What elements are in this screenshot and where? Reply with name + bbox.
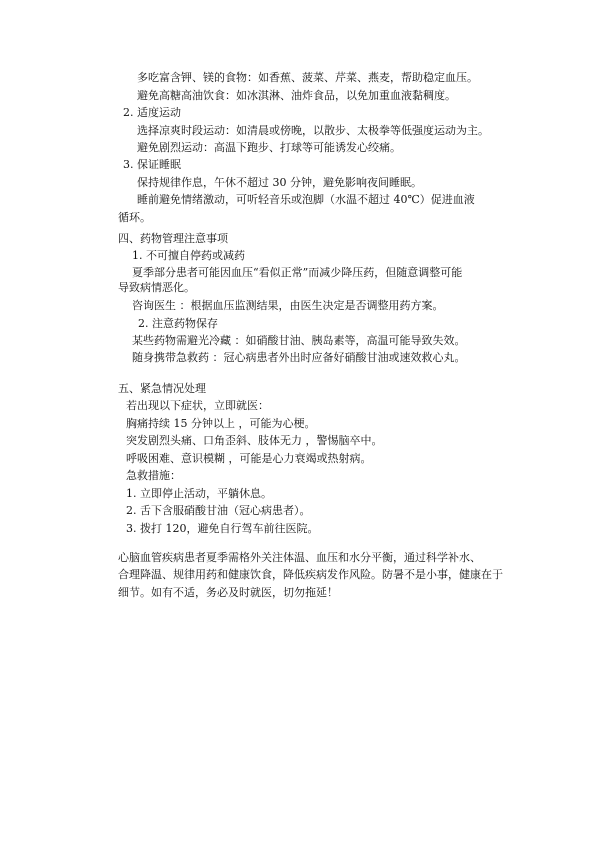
conclusion-line-1: 心脑血管疾病患者夏季需格外关注体温、血压和水分平衡，通过科学补水、 — [118, 551, 481, 564]
diet-potassium-line: 多吃富含钾、镁的食物：如香蕉、菠菜、芹菜、燕麦，帮助稳定血压。 — [137, 71, 478, 84]
consult-doctor-line: 咨询医生 ：根据血压监测结果，由医生决定是否调整用药方案。 — [132, 299, 444, 312]
first-aid-step-2: 2. 舌下含服硝酸甘油（冠心病患者）。 — [126, 504, 311, 517]
carry-emergency-drugs-line: 随身携带急救药 ：冠心病患者外出时应备好硝酸甘油或速效救心丸。 — [132, 351, 466, 364]
symptom-breathing: 呼吸困难、意识模糊 ，可能是心力衰竭或热射病。 — [126, 452, 372, 465]
sleep-bedtime-line: 睡前避免情绪激动，可听轻音乐或泡脚（水温不超过 40℃）促进血液 — [137, 193, 475, 206]
first-aid-step-3: 3. 拨打 120，避免自行驾车前往医院。 — [126, 522, 319, 535]
section-heading-medication: 四、药物管理注意事项 — [118, 232, 228, 245]
medication-paragraph-1a: 夏季部分患者可能因血压“看似正常”而减少降压药，但随意调整可能 — [132, 266, 463, 279]
list-item-no-stop-medication: 1. 不可擅自停药或减药 — [132, 249, 245, 262]
sleep-bedtime-line-cont: 循环。 — [118, 211, 151, 224]
first-aid-title: 急救措施： — [126, 469, 181, 482]
symptom-headache: 突发剧烈头痛、口角歪斜、肢体无力 ，警惕脑卒中。 — [126, 434, 383, 447]
conclusion-line-2: 合理降温、规律用药和健康饮食，降低疾病发作风险。防暑不是小事，健康在于 — [118, 568, 503, 581]
list-item-moderate-exercise: 2. 适度运动 — [123, 106, 181, 119]
refrigerate-drugs-line: 某些药物需避光冷藏 ：如硝酸甘油、胰岛素等，高温可能导致失效。 — [132, 334, 466, 347]
emergency-intro: 若出现以下症状，立即就医： — [126, 399, 269, 412]
section-heading-emergency: 五、紧急情况处理 — [118, 382, 206, 395]
sleep-routine-line: 保持规律作息，午休不超过 30 分钟，避免影响夜间睡眠。 — [137, 176, 422, 189]
list-item-sleep: 3. 保证睡眠 — [123, 158, 181, 171]
first-aid-step-1: 1. 立即停止活动，平躺休息。 — [126, 487, 272, 500]
diet-avoid-line: 避免高糖高油饮食：如冰淇淋、油炸食品，以免加重血液黏稠度。 — [137, 89, 456, 102]
medication-paragraph-1b: 导致病情恶化。 — [118, 281, 195, 294]
list-item-drug-storage: 2. 注意药物保存 — [138, 317, 218, 330]
exercise-cool-time-line: 选择凉爽时段运动：如清晨或傍晚，以散步、太极拳等低强度运动为主。 — [137, 124, 489, 137]
symptom-chest-pain: 胸痛持续 15 分钟以上 ，可能为心梗。 — [126, 417, 316, 430]
conclusion-line-3: 细节。如有不适，务必及时就医，切勿拖延！ — [118, 586, 338, 599]
exercise-avoid-line: 避免剧烈运动：高温下跑步、打球等可能诱发心绞痛。 — [137, 141, 401, 154]
